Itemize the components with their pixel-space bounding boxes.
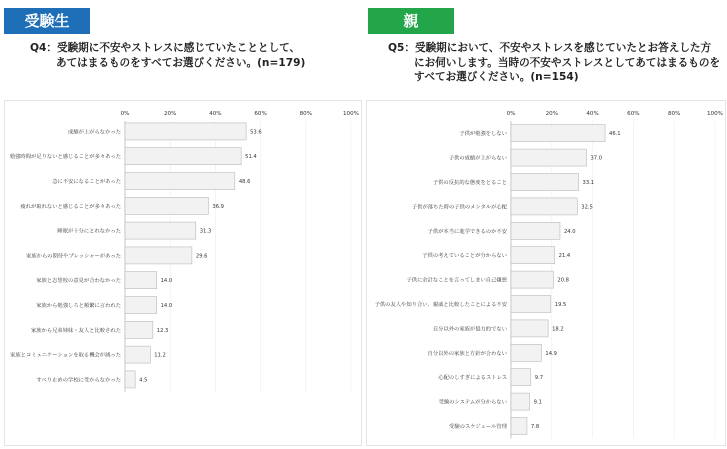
chart-1-bar [511, 320, 548, 337]
chart-1-value-label: 9.1 [533, 399, 542, 406]
chart-1-category-label: 子供の成績が上がらない [448, 155, 507, 162]
chart-1-bar [511, 271, 553, 288]
chart-1-category-label: 自分以外の家族が協力的でない [432, 326, 507, 333]
chart-1-category-label: 子供の友人や知り合い、親戚と比較したことによる不安 [374, 302, 507, 308]
chart-1-value-label: 33.1 [582, 180, 595, 186]
chart-0-value-label: 11.2 [154, 352, 166, 359]
chart-0-bar [125, 346, 150, 363]
chart-0-bar [125, 297, 157, 314]
question-q4 [30, 41, 360, 70]
chart-0-tick-label: 20% [163, 111, 177, 117]
question-q4-line1: Q4：受験期に不安やストレスに感じていたこととして、 [30, 42, 301, 54]
chart-0-category-label: 疲れが取れないと感じることが多々あった [20, 203, 121, 210]
chart-1-category-label: 子供の考えていることが分からない [422, 253, 507, 260]
chart-0-bar [125, 197, 208, 214]
chart-1-bar [511, 222, 560, 239]
chart-1-bar [511, 247, 555, 264]
question-q5-line1: Q5：受験期において、不安やストレスを感じていたとお答えした方 [388, 42, 712, 54]
chart-panel-parent [366, 100, 726, 446]
chart-0-value-label: 53.6 [250, 129, 262, 136]
chart-1-value-label: 46.1 [609, 131, 621, 138]
question-q5-line3: すべてお選びください。(n=154) [414, 71, 579, 83]
chart-1-bar [511, 393, 530, 410]
chart-0-value-label: 29.6 [195, 253, 208, 260]
chart-0-value-label: 14.0 [160, 303, 173, 309]
chart-1-value-label: 19.5 [554, 302, 567, 308]
chart-1-category-label: 子供が勉強をしない [459, 131, 507, 138]
chart-0-category-label: 家族とコミュニケーションを取る機会が減った [10, 352, 121, 359]
chart-1-category-label: 子供が本当に進学できるのか不安 [427, 228, 507, 235]
chart-1-value-label: 7.8 [530, 424, 540, 430]
chart-1-tick-label: 20% [545, 111, 559, 117]
chart-1-value-label: 18.2 [552, 326, 564, 333]
chart-1-value-label: 21.4 [558, 253, 571, 260]
chart-1-bar [511, 174, 579, 191]
chart-0-value-label: 14.0 [160, 278, 173, 285]
chart-1-category-label: 子供が落ちた時の子供のメンタルが心配 [411, 204, 507, 211]
chart-1-value-label: 20.8 [557, 277, 569, 284]
chart-1-value-label: 14.9 [545, 350, 557, 357]
chart-0-value-label: 48.6 [238, 179, 251, 185]
chart-0-tick-label: 40% [209, 111, 222, 117]
chart-1-category-label: 受験のシステムが分からない [438, 399, 507, 406]
chart-1-bar [511, 344, 541, 361]
chart-0-tick-label: 100% [343, 111, 359, 117]
chart-1-bar [511, 198, 577, 215]
chart-0-bar [125, 222, 196, 239]
chart-0-value-label: 12.3 [156, 327, 169, 334]
chart-0-value-label: 51.4 [245, 154, 257, 161]
chart-0-bar [125, 123, 246, 140]
chart-1-tick-label: 40% [586, 111, 599, 117]
chart-1-category-label: 受験のスケジュール管理 [449, 424, 507, 430]
bar-chart-student [5, 101, 361, 445]
chart-0-bar [125, 371, 135, 388]
respondent-tag-parent: 親 [368, 8, 454, 34]
chart-1-value-label: 37.0 [590, 155, 603, 162]
chart-1-value-label: 9.7 [534, 375, 544, 382]
chart-0-tick-label: 0% [120, 111, 130, 117]
chart-0-bar [125, 321, 153, 338]
chart-1-category-label: 自分以外の家族と方針が合わない [427, 350, 507, 357]
chart-0-tick-label: 80% [299, 111, 313, 117]
chart-0-bar [125, 272, 157, 289]
bar-chart-parent [367, 101, 725, 445]
chart-0-bar [125, 247, 192, 264]
chart-0-bar [125, 173, 235, 190]
chart-1-bar [511, 296, 551, 313]
chart-1-category-label: 子供の反抗的な態度をとること [432, 180, 507, 186]
chart-1-tick-label: 0% [506, 111, 516, 117]
chart-1-bar [511, 369, 531, 386]
chart-1-tick-label: 80% [667, 111, 681, 117]
chart-1-value-label: 32.5 [581, 204, 593, 211]
chart-0-category-label: 勉強時間が足りないと感じることが多々あった [9, 154, 121, 161]
chart-0-category-label: 成績が上がらなかった [68, 129, 121, 136]
chart-1-tick-label: 100% [707, 111, 723, 117]
chart-1-tick-label: 60% [627, 111, 640, 117]
chart-0-category-label: 家族から勉強しろと頻繁に言われた [36, 303, 121, 309]
chart-0-category-label: 急に不安になることがあった [52, 179, 121, 185]
chart-0-category-label: 家族からの期待やプレッシャーがあった [26, 253, 121, 260]
chart-0-bar [125, 148, 241, 165]
chart-0-category-label: 家族と志望校の意見が合わなかった [36, 278, 121, 285]
chart-1-bar [511, 418, 527, 435]
respondent-tag-student: 受験生 [4, 8, 90, 34]
chart-1-bar [511, 149, 586, 166]
chart-0-value-label: 31.3 [199, 228, 212, 235]
chart-0-category-label: すべり止めの学校に受からなかった [36, 377, 121, 384]
question-q5 [388, 41, 722, 85]
chart-1-category-label: 子供に余計なことを言ってしまい自己嫌悪 [406, 277, 507, 284]
chart-0-tick-label: 60% [254, 111, 267, 117]
chart-1-category-label: 心配のしすぎによるストレス [438, 375, 507, 382]
question-q5-line2: にお伺いします。当時の不安やストレスとしてあてはまるものを [414, 56, 721, 69]
chart-0-category-label: 家族から兄弟姉妹・友人と比較された [30, 327, 121, 334]
chart-1-bar [511, 125, 605, 142]
chart-0-value-label: 4.5 [139, 377, 148, 384]
chart-0-category-label: 睡眠が十分にとれなかった [57, 228, 121, 235]
chart-1-value-label: 24.0 [563, 228, 576, 235]
chart-panel-student [4, 100, 362, 446]
question-q4-line2: あてはまるものをすべてお選びください。(n=179) [56, 56, 306, 69]
chart-0-value-label: 36.9 [212, 203, 224, 210]
